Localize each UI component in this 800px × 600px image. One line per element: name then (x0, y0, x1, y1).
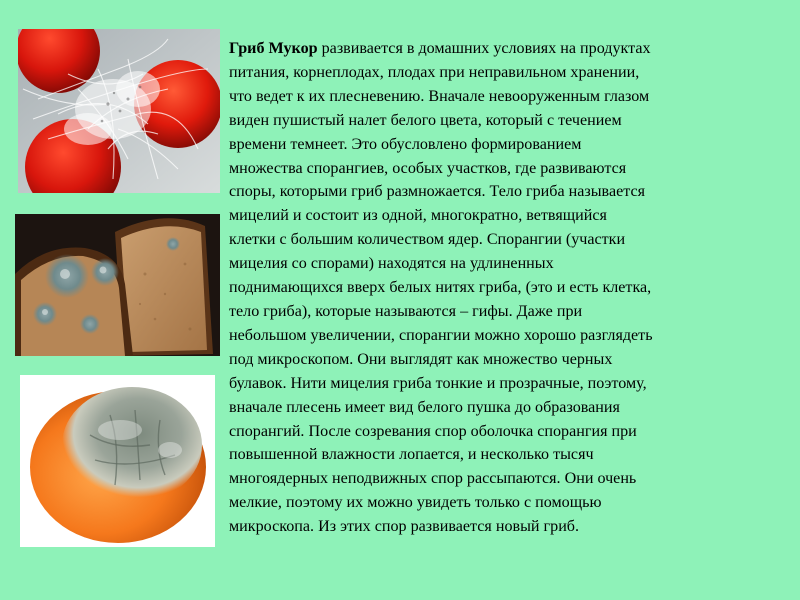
text-line: многоядерных неподвижных спор рассыпаются. Они очень (229, 470, 637, 488)
mucor-description (229, 37, 777, 539)
text-line: микроскопа. Из этих спор развивается новый гриб. (229, 518, 580, 536)
mold-bread-photo (15, 214, 220, 356)
text-line: времени темнеет. Это обусловлено формированием (229, 135, 582, 153)
mold-orange-photo (20, 375, 215, 547)
text-line: виден пушистый налет белого цвета, который с течением (229, 111, 622, 129)
mucor-title: Гриб Мукор (229, 40, 318, 57)
text-line: поднимающихся вверх белых нитях гриба, (это и есть клетка, (229, 279, 652, 297)
text-line: булавок. Нити мицелия гриба тонкие и прозрачные, поэтому, (229, 374, 647, 392)
text-line: спорангий. После созревания спор оболочка спорангия при (229, 422, 637, 440)
text-line: клетки с большим количеством ядер. Спорангии (участки (229, 231, 626, 249)
text-line: небольшом увеличении, спорангии можно хорошо разглядеть (229, 326, 653, 344)
text-line: питания, корнеплодах, плодах при неправильном хранении, (229, 63, 640, 81)
text-line: тело гриба), которые называются – гифы. Даже при (229, 302, 583, 320)
text-line: мелкие, поэтому их можно увидеть только с помощью (229, 494, 602, 512)
text-line: споры, которыми гриб размножается. Тело гриба называется (229, 183, 646, 201)
text-line: повышенной влажности лопается, и несколько тысяч (229, 446, 594, 464)
text-line: мицелия со спорами) находятся на удлиненных (229, 255, 554, 273)
mold-tomatoes-photo (18, 29, 220, 193)
text-line: вначале плесень имеет вид белого пушка до образования (229, 398, 620, 416)
text-line-lead: развивается в домашних условиях на продуктах (317, 40, 651, 57)
text-line: мицелий и состоит из одной, многократно, ветвящийся (229, 207, 607, 225)
text-line: что ведет к их плесневению. Вначале невооруженным глазом (229, 87, 650, 105)
text-line: под микроскопом. Они выглядят как множество черных (229, 350, 613, 368)
text-line (229, 37, 777, 61)
text-line: множества спорангиев, особых участков, где развиваются (229, 159, 627, 177)
